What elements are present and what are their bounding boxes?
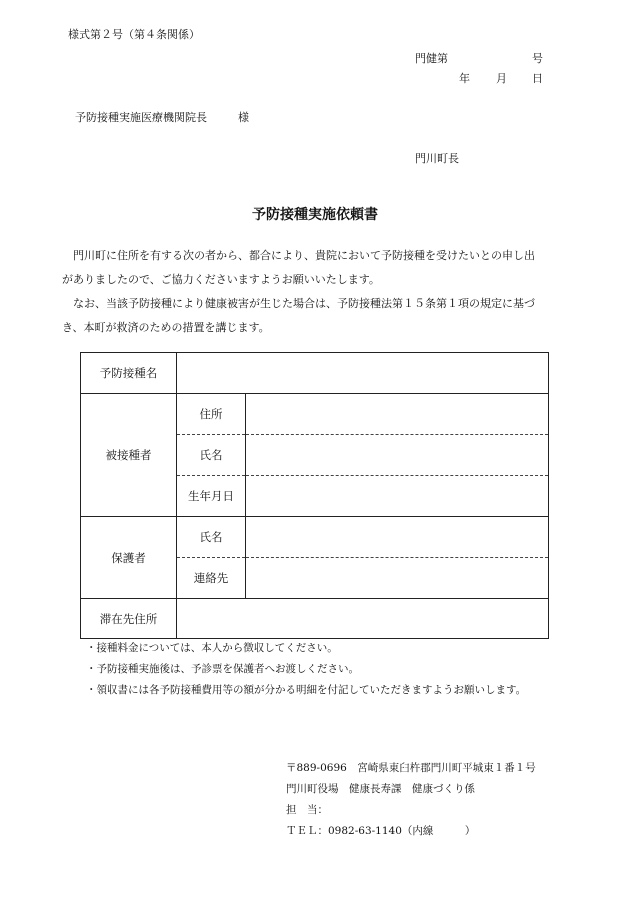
- footer-tel: ＴＥＬ：0982-63-1140（内線 ）: [286, 825, 476, 837]
- note-item: ・予防接種実施後は、予診票を保護者へお渡しください。: [86, 663, 359, 675]
- recipient-name-label: 氏名: [177, 435, 246, 476]
- guardian-name-field[interactable]: [246, 517, 549, 558]
- doc-number-label: 門健第: [415, 52, 448, 65]
- stay-address-field[interactable]: [177, 599, 549, 639]
- honorific: 様: [238, 111, 249, 124]
- date-day: 日: [532, 72, 543, 85]
- form-number: 様式第２号（第４条関係）: [68, 28, 200, 41]
- addressee: 予防接種実施医療機関院長: [75, 111, 207, 124]
- recipient-address-label: 住所: [177, 394, 246, 435]
- recipient-birthdate-field[interactable]: [246, 476, 549, 517]
- request-form-table: [80, 352, 549, 639]
- guardian-label: 保護者: [81, 517, 177, 599]
- guardian-contact-label: 連絡先: [177, 558, 246, 599]
- body-line-2: がありましたので、ご協力くださいますようお願いいたします。: [62, 273, 380, 286]
- body-line-3: なお、当該予防接種により健康被害が生じた場合は、予防接種法第１５条第１項の規定に基づ: [62, 297, 535, 310]
- stay-address-label: 滞在先住所: [81, 599, 177, 639]
- vaccine-name-label: 予防接種名: [81, 353, 177, 394]
- footer-department: 門川町役場 健康長寿課 健康づくり係: [286, 783, 475, 795]
- body-line-4: き、本町が救済のための措置を講じます。: [62, 321, 270, 334]
- body-line-1: 門川町に住所を有する次の者から、都合により、貴院において予防接種を受けたいとの申し出: [62, 249, 535, 262]
- recipient-label: 被接種者: [81, 394, 177, 517]
- recipient-name-field[interactable]: [246, 435, 549, 476]
- sender: 門川町長: [415, 152, 459, 165]
- document-title: 予防接種実施依頼書: [252, 207, 378, 223]
- date-year: 年: [459, 72, 470, 85]
- guardian-contact-field[interactable]: [246, 558, 549, 599]
- doc-number-suffix: 号: [532, 52, 543, 65]
- vaccine-name-field[interactable]: [177, 353, 549, 394]
- date-month: 月: [496, 72, 507, 85]
- note-item: ・接種料金については、本人から徴収してください。: [86, 642, 338, 654]
- guardian-name-label: 氏名: [177, 517, 246, 558]
- note-item: ・領収書には各予防接種費用等の額が分かる明細を付記していただきますようお願いします。: [86, 684, 527, 696]
- recipient-birthdate-label: 生年月日: [177, 476, 246, 517]
- footer-address: 〒889-0696 宮崎県東臼杵郡門川町平城東１番１号: [286, 762, 536, 774]
- recipient-address-field[interactable]: [246, 394, 549, 435]
- footer-person: 担 当：: [286, 804, 328, 816]
